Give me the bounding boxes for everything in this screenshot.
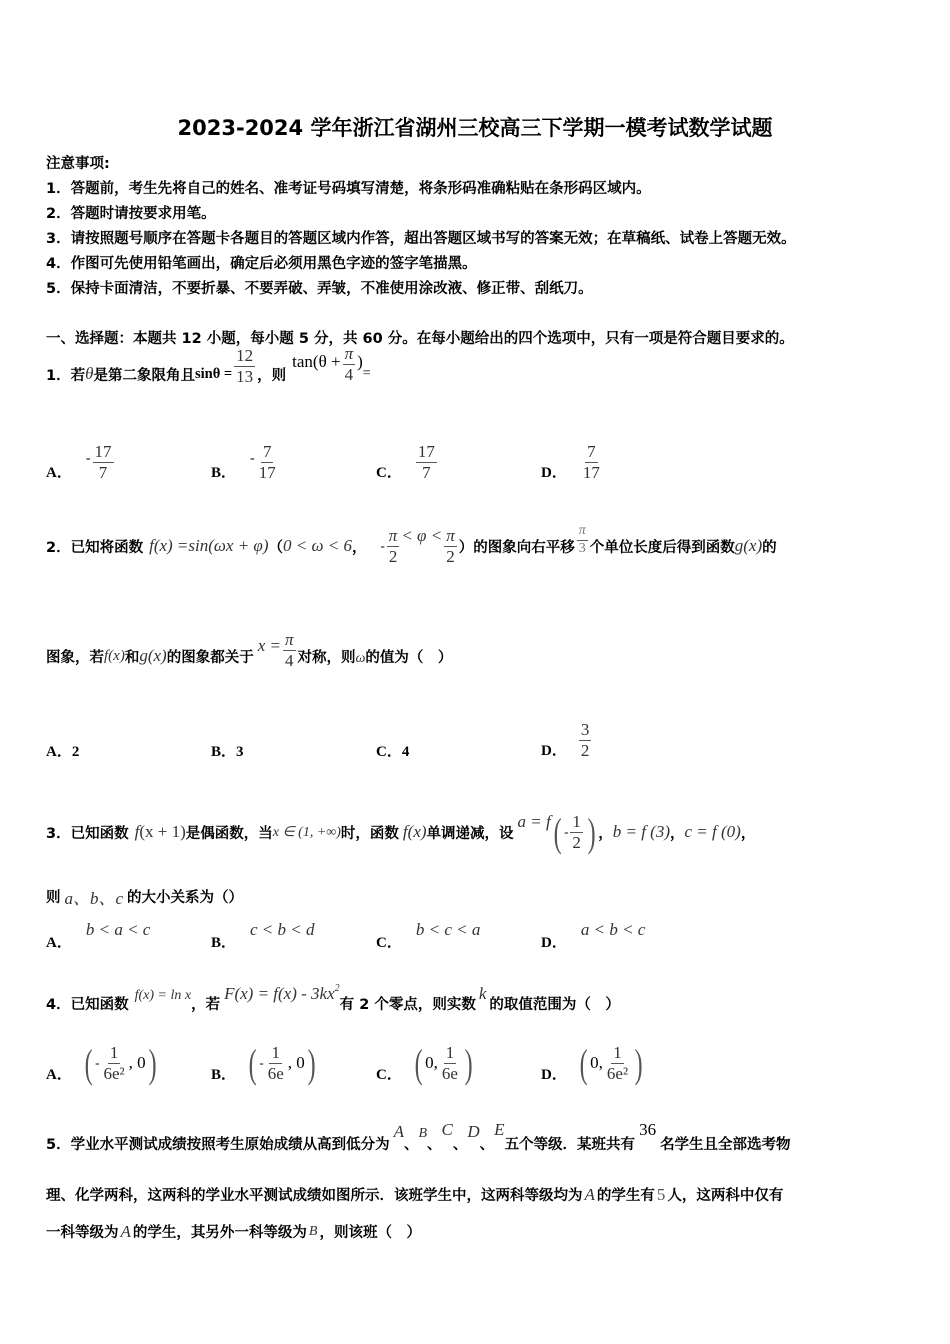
question-2-line-1: 2． 已知将函数 f(x) =sin(ωx + φ) （ 0 < ω < 6 ， - $\frac{\pi}{2}$ < φ < $\frac{\pi}{2}$ ）的图象向右平移 $\frac{\pi}{3}$ 个单位长度后得到函数 g(x) 的 <box>46 522 777 566</box>
question-3-line-1: 3． 已知函数 f (x + 1) 是偶函数，当 x ∈ (1, +∞) 时，函数 f (x) 单调递减，设 a = f ( - $\frac{1}{2}$ ) ， b = f (3) ， c = f (0) ， <box>46 809 756 855</box>
notice-item-1: 1．答题前，考生先将自己的姓名、准考证号码填写清楚，将条形码准确粘贴在条形码区域内。 <box>46 181 651 197</box>
option-fraction: $\frac{17}{7}$ <box>94 442 112 483</box>
q4-option-b[interactable]: B． ( - $\frac{1}{6e}$ , 0 ) <box>211 1040 316 1086</box>
q4-option-d[interactable]: D． ( 0, $\frac{1}{\text{6e²}}$ ) <box>541 1040 643 1086</box>
option-fraction: $\frac{7}{17}$ <box>258 442 276 483</box>
fraction-pi-3: $\frac{\pi}{3}$ <box>578 522 586 556</box>
q1-option-a[interactable]: A． - $\frac{17}{7}$ <box>46 442 112 483</box>
question-5-line-2: 理、化学两科，这两科的学业水平测试成绩如图所示．该班学生中，这两科等级均为 A 的学生有 5 人，这两科中仅有 <box>46 1184 784 1204</box>
option-fraction: $\frac{1}{6e}$ <box>267 1042 284 1083</box>
fraction-pi-4: $\frac{\pi}{4}$ <box>344 343 354 384</box>
question-number: 1． <box>46 367 71 384</box>
question-4: 4． 已知函数 f(x) = ln x ，若 F(x) = f(x) - 3kx 2 有 2 个零点，则实数 k 的取值范围为（ ） <box>46 983 620 1013</box>
option-fraction: $\frac{17}{7}$ <box>417 442 435 483</box>
notice-item-2: 2．答题时请按要求用笔。 <box>46 206 216 222</box>
fraction-1-2: $\frac{1}{2}$ <box>572 811 581 852</box>
notice-item-5: 5．保持卡面清洁，不要折暴、不要弄破、弄皱，不准使用涂改液、修正带、刮纸刀。 <box>46 281 593 297</box>
fraction-pi-2: $\frac{\pi}{2}$ <box>446 525 455 566</box>
q1-option-c[interactable]: C． $\frac{17}{7}$ <box>376 442 435 483</box>
q2-option-d[interactable]: D． $\frac{3}{2}$ <box>541 720 590 761</box>
q3-option-a[interactable]: A． b < a < c <box>46 920 151 951</box>
option-fraction: $\frac{1}{\text{6e²}}$ <box>606 1042 629 1083</box>
notice-item-4: 4．作图可先使用铅笔画出，确定后必须用黑色字迹的签字笔描黑。 <box>46 256 477 272</box>
fraction-pi-2: $\frac{\pi}{2}$ <box>388 525 398 566</box>
question-2-line-2: 图象，若 f(x) 和 g(x) 的图象都关于 x = $\frac{\pi}{4}$ 对称，则 ω 的值为（ ） <box>46 629 453 670</box>
document-title: 2023-2024 学年浙江省湖州三校高三下学期一模考试数学试题 <box>177 116 773 140</box>
question-number: 3． <box>46 825 71 842</box>
option-fraction: $\frac{1}{\text{6e²}}$ <box>103 1042 125 1083</box>
fraction-12-13: $\frac{12}{13}$ <box>236 345 254 386</box>
question-number: 4． <box>46 997 71 1013</box>
section-heading: 一、选择题：本题共 12 小题，每小题 5 分，共 60 分。在每小题给出的四个选项中，只有一项是符合题目要求的。 <box>46 331 794 347</box>
question-3-line-2: 则 a、b、c 的大小关系为（） <box>46 889 244 908</box>
q4-option-a[interactable]: A． ( - $\frac{1}{\text{6e²}}$ , 0 ) <box>46 1040 157 1086</box>
notice-item-3: 3．请按照题号顺序在答题卡各题目的答题区域内作答，超出答题区域书写的答案无效；在草稿纸、试卷上答题无效。 <box>46 231 796 247</box>
q3-option-c[interactable]: C． b < c < a <box>376 920 481 951</box>
question-5-line-1: 5． 学业水平测试成绩按照考生原始成绩从高到低分为 A 、 B 、 C 、 D 、 E 五个等级．某班共有 36 名学生且全部选考物 <box>46 1120 791 1153</box>
fraction-pi-4: $\frac{\pi}{4}$ <box>284 629 294 670</box>
question-number: 5． <box>46 1137 71 1153</box>
question-number: 2． <box>46 539 71 556</box>
q2-option-b[interactable]: B．3 <box>211 744 244 760</box>
option-fraction: $\frac{7}{17}$ <box>582 442 600 483</box>
question-1: 1． 若 θ 是第二象限角且 sinθ = $\frac{12}{13}$ ，则 tan(θ + $\frac{\pi}{4}$ ) = <box>46 343 371 386</box>
q3-option-d[interactable]: D． a < b < c <box>541 920 646 951</box>
q1-option-d[interactable]: D． $\frac{7}{17}$ <box>541 442 600 483</box>
question-5-line-3: 一科等级为 A 的学生，其另外一科等级为 B ，则该班（ ） <box>46 1221 421 1241</box>
notice-heading: 注意事项: <box>46 156 110 172</box>
q4-option-c[interactable]: C． ( 0, $\frac{1}{6e}$ ) <box>376 1040 473 1086</box>
option-fraction: $\frac{1}{6e}$ <box>441 1042 458 1083</box>
q3-option-b[interactable]: B． c < b < d <box>211 920 315 951</box>
q1-option-b[interactable]: B． - $\frac{7}{17}$ <box>211 442 276 483</box>
q2-option-a[interactable]: A．2 <box>46 744 80 760</box>
option-fraction: $\frac{3}{2}$ <box>580 720 590 761</box>
q2-option-c[interactable]: C．4 <box>376 744 410 760</box>
